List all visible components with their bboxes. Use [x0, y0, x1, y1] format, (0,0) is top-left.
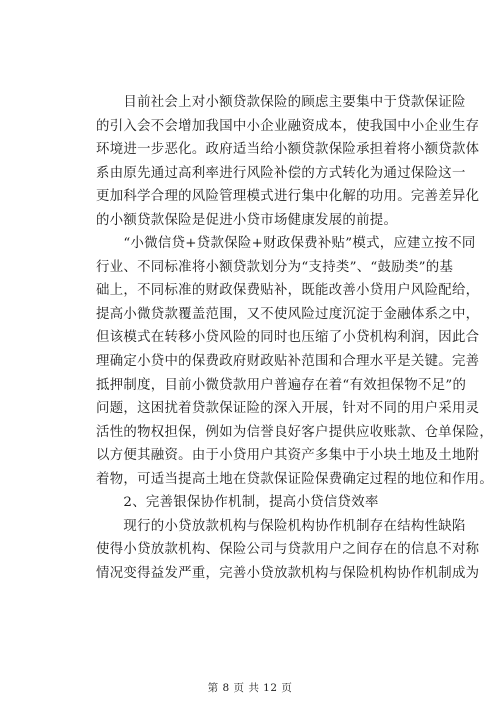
heading-line: 2、完善银保协作机制，提高小贷信贷效率 [96, 495, 379, 511]
text-line: 础上，不同标准的财政保费贴补，既能改善小贷用户风险配给， [96, 283, 480, 299]
section-heading [96, 491, 408, 515]
text-line: “小微信贷+贷款保险+财政保费补贴”模式，应建立按不同 [96, 236, 476, 252]
page-number-footer: 第 8 页 共 12 页 [207, 682, 293, 694]
text-line: 行业、不同标准将小额贷款划分为“支持类”、“鼓励类”的基 [96, 259, 454, 275]
text-line: 以方便其融资。由于小贷用户其资产多集中于小块土地及土地附 [96, 448, 480, 464]
text-line: 现行的小贷放款机构与保险机构协作机制存在结构性缺陷 [96, 518, 466, 534]
text-line: 活性的物权担保，例如为信誉良好客户提供应收账款、仓单保险， [96, 424, 494, 440]
text-line: 更加科学合理的风险管理模式进行集中化解的功用。完善差异化 [96, 189, 480, 205]
text-line: 问题，这困扰着贷款保证险的深入开展，针对不同的用户采用灵 [96, 401, 480, 417]
text-line: 使得小贷放款机构、保险公司与贷款用户之间存在的信息不对称 [96, 542, 480, 558]
text-line: 的小额贷款保险是促进小贷市场健康发展的前提。 [96, 212, 398, 228]
text-line: 着物，可适当提高土地在贷款保证险保费确定过程的地位和作用。 [96, 471, 494, 487]
paragraph-1 [96, 91, 480, 232]
text-line: 情况变得益发严重，完善小贷放款机构与保险机构协作机制成为 [96, 565, 480, 581]
document-body [96, 91, 494, 585]
text-line: 提高小微贷款覆盖范围，又不使风险过度沉淀于金融体系之中， [96, 306, 480, 322]
text-line: 但该模式在转移小贷风险的同时也压缩了小贷机构利润，因此合 [96, 330, 480, 346]
text-line: 抵押制度，目前小微贷款用户普遍存在着“有效担保物不足”的 [96, 377, 467, 393]
text-line: 目前社会上对小额贷款保险的顾虑主要集中于贷款保证险 [96, 95, 466, 110]
text-line: 理确定小贷中的保费政府财政贴补范围和合理水平是关键。完善 [96, 354, 480, 370]
text-line: 系由原先通过高利率进行风险补偿的方式转化为通过保险这一 [96, 165, 466, 181]
paragraph-3 [96, 515, 480, 586]
text-line: 环境进一步恶化。政府适当给小额贷款保险承担着将小额贷款体 [96, 142, 480, 158]
paragraph-2 [96, 232, 494, 491]
text-line: 的引入会不会增加我国中小企业融资成本，使我国中小企业生存 [96, 118, 480, 134]
